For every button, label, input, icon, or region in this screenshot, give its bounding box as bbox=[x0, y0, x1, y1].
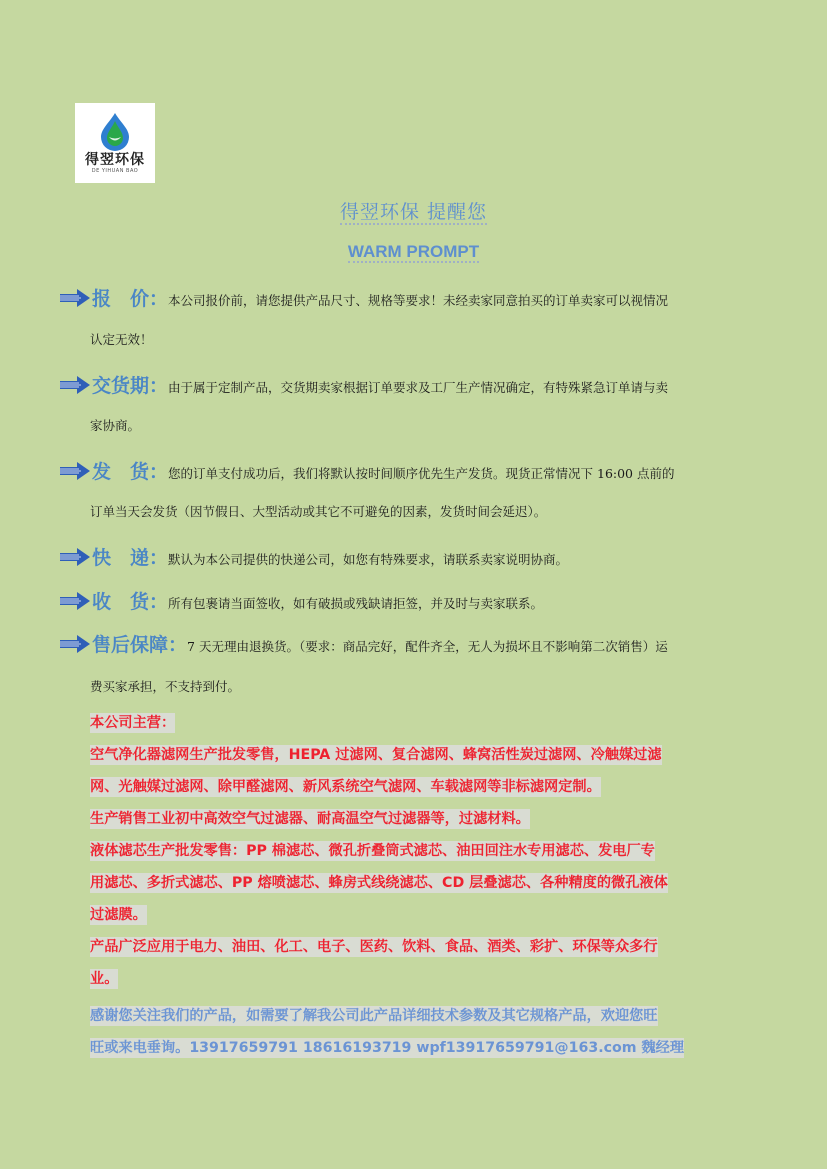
logo-name-en: DE YIHUAN BAO bbox=[91, 168, 139, 174]
contact-line-1: 感谢您关注我们的产品，如需要了解我公司此产品详细技术参数及其它规格产品，欢迎您旺 bbox=[90, 1008, 658, 1024]
notice-label: 发 货： bbox=[92, 461, 169, 483]
notice-item-delivery-time bbox=[60, 371, 760, 398]
logo-name-cn: 得翌环保 bbox=[85, 152, 145, 168]
notice-text: 由于属于定制产品，交货期卖家根据订单要求及工厂生产情况确定，有特殊紧急订单请与卖 bbox=[168, 380, 669, 395]
arrow-right-icon bbox=[60, 289, 90, 307]
business-paragraph-1: 空气净化器滤网生产批发零售，HEPA 过滤网、复合滤网、蜂窝活性炭过滤网、冷触媒过滤 网、光触媒过滤网、除甲醛滤网、新风系统空气滤网、车载滤网等非标滤网定制。 bbox=[90, 747, 662, 795]
page-subtitle-text: WARM PROMPT bbox=[347, 242, 480, 261]
notice-text: 7 天无理由退换货。（要求：商品完好，配件齐全，无人为损坏且不影响第二次销售）运 bbox=[187, 639, 668, 654]
page-title-text: 得翌环保 提醒您 bbox=[339, 201, 488, 223]
contact-line-2: 旺或来电垂询。13917659791 18616193719 wpf13917659791@163.com 魏经理 bbox=[90, 1040, 685, 1056]
notice-text: 本公司报价前，请您提供产品尺寸、规格等要求！未经卖家同意拍买的订单卖家可以视情况 bbox=[168, 293, 669, 308]
notice-item-shipping bbox=[60, 457, 760, 484]
notice-text-continued: 费买家承担，不支持到付。 bbox=[90, 679, 241, 694]
notice-text: 所有包裹请当面签收，如有破损或残缺请拒签，并及时与卖家联系。 bbox=[168, 596, 544, 611]
business-paragraph-3: 液体滤芯生产批发零售：PP 棉滤芯、微孔折叠筒式滤芯、油田回注水专用滤芯、发电厂专 用滤芯、多折式滤芯、PP 熔喷滤芯、蜂房式线绕滤芯、CD 层叠滤芯、各种精度的微孔液体 过滤膜。 bbox=[90, 843, 668, 923]
logo-drop-icon bbox=[95, 111, 135, 151]
notice-item-receipt bbox=[60, 587, 760, 614]
notice-text-continued: 家协商。 bbox=[90, 418, 141, 433]
business-paragraph-4: 产品广泛应用于电力、油田、化工、电子、医药、饮料、食品、酒类、彩扩、环保等众多行 业。 bbox=[90, 939, 658, 987]
notice-item-after-sales bbox=[60, 630, 760, 657]
notice-label: 售后保障： bbox=[92, 634, 188, 656]
notice-label: 快 递： bbox=[92, 547, 169, 569]
notice-label: 收 货： bbox=[92, 591, 169, 613]
notice-text-continued: 订单当天会发货（因节假日、大型活动或其它不可避免的因素，发货时间会延迟）。 bbox=[90, 504, 547, 519]
page-title bbox=[0, 197, 827, 224]
contact-paragraph bbox=[90, 1000, 760, 1064]
notice-item-express bbox=[60, 543, 760, 570]
business-heading: 本公司主营： bbox=[90, 715, 176, 731]
notice-text: 您的订单支付成功后，我们将默认按时间顺序优先生产发货。现货正常情况下 16:00 点前的 bbox=[168, 466, 675, 481]
notice-text: 默认为本公司提供的快递公司，如您有特殊要求，请联系卖家说明协商。 bbox=[168, 552, 569, 567]
arrow-right-icon bbox=[60, 376, 90, 394]
page-subtitle bbox=[0, 242, 827, 262]
arrow-right-icon bbox=[60, 548, 90, 566]
arrow-right-icon bbox=[60, 592, 90, 610]
arrow-right-icon bbox=[60, 635, 90, 653]
notice-text-continued: 认定无效！ bbox=[90, 332, 153, 347]
business-paragraph-2: 生产销售工业初中高效空气过滤器、耐高温空气过滤器等，过滤材料。 bbox=[90, 811, 530, 827]
business-section bbox=[90, 707, 760, 995]
arrow-right-icon bbox=[60, 462, 90, 480]
company-logo bbox=[75, 103, 155, 183]
notice-label: 交货期： bbox=[92, 375, 169, 397]
notice-item-quote bbox=[60, 284, 760, 311]
notice-label: 报 价： bbox=[92, 288, 169, 310]
